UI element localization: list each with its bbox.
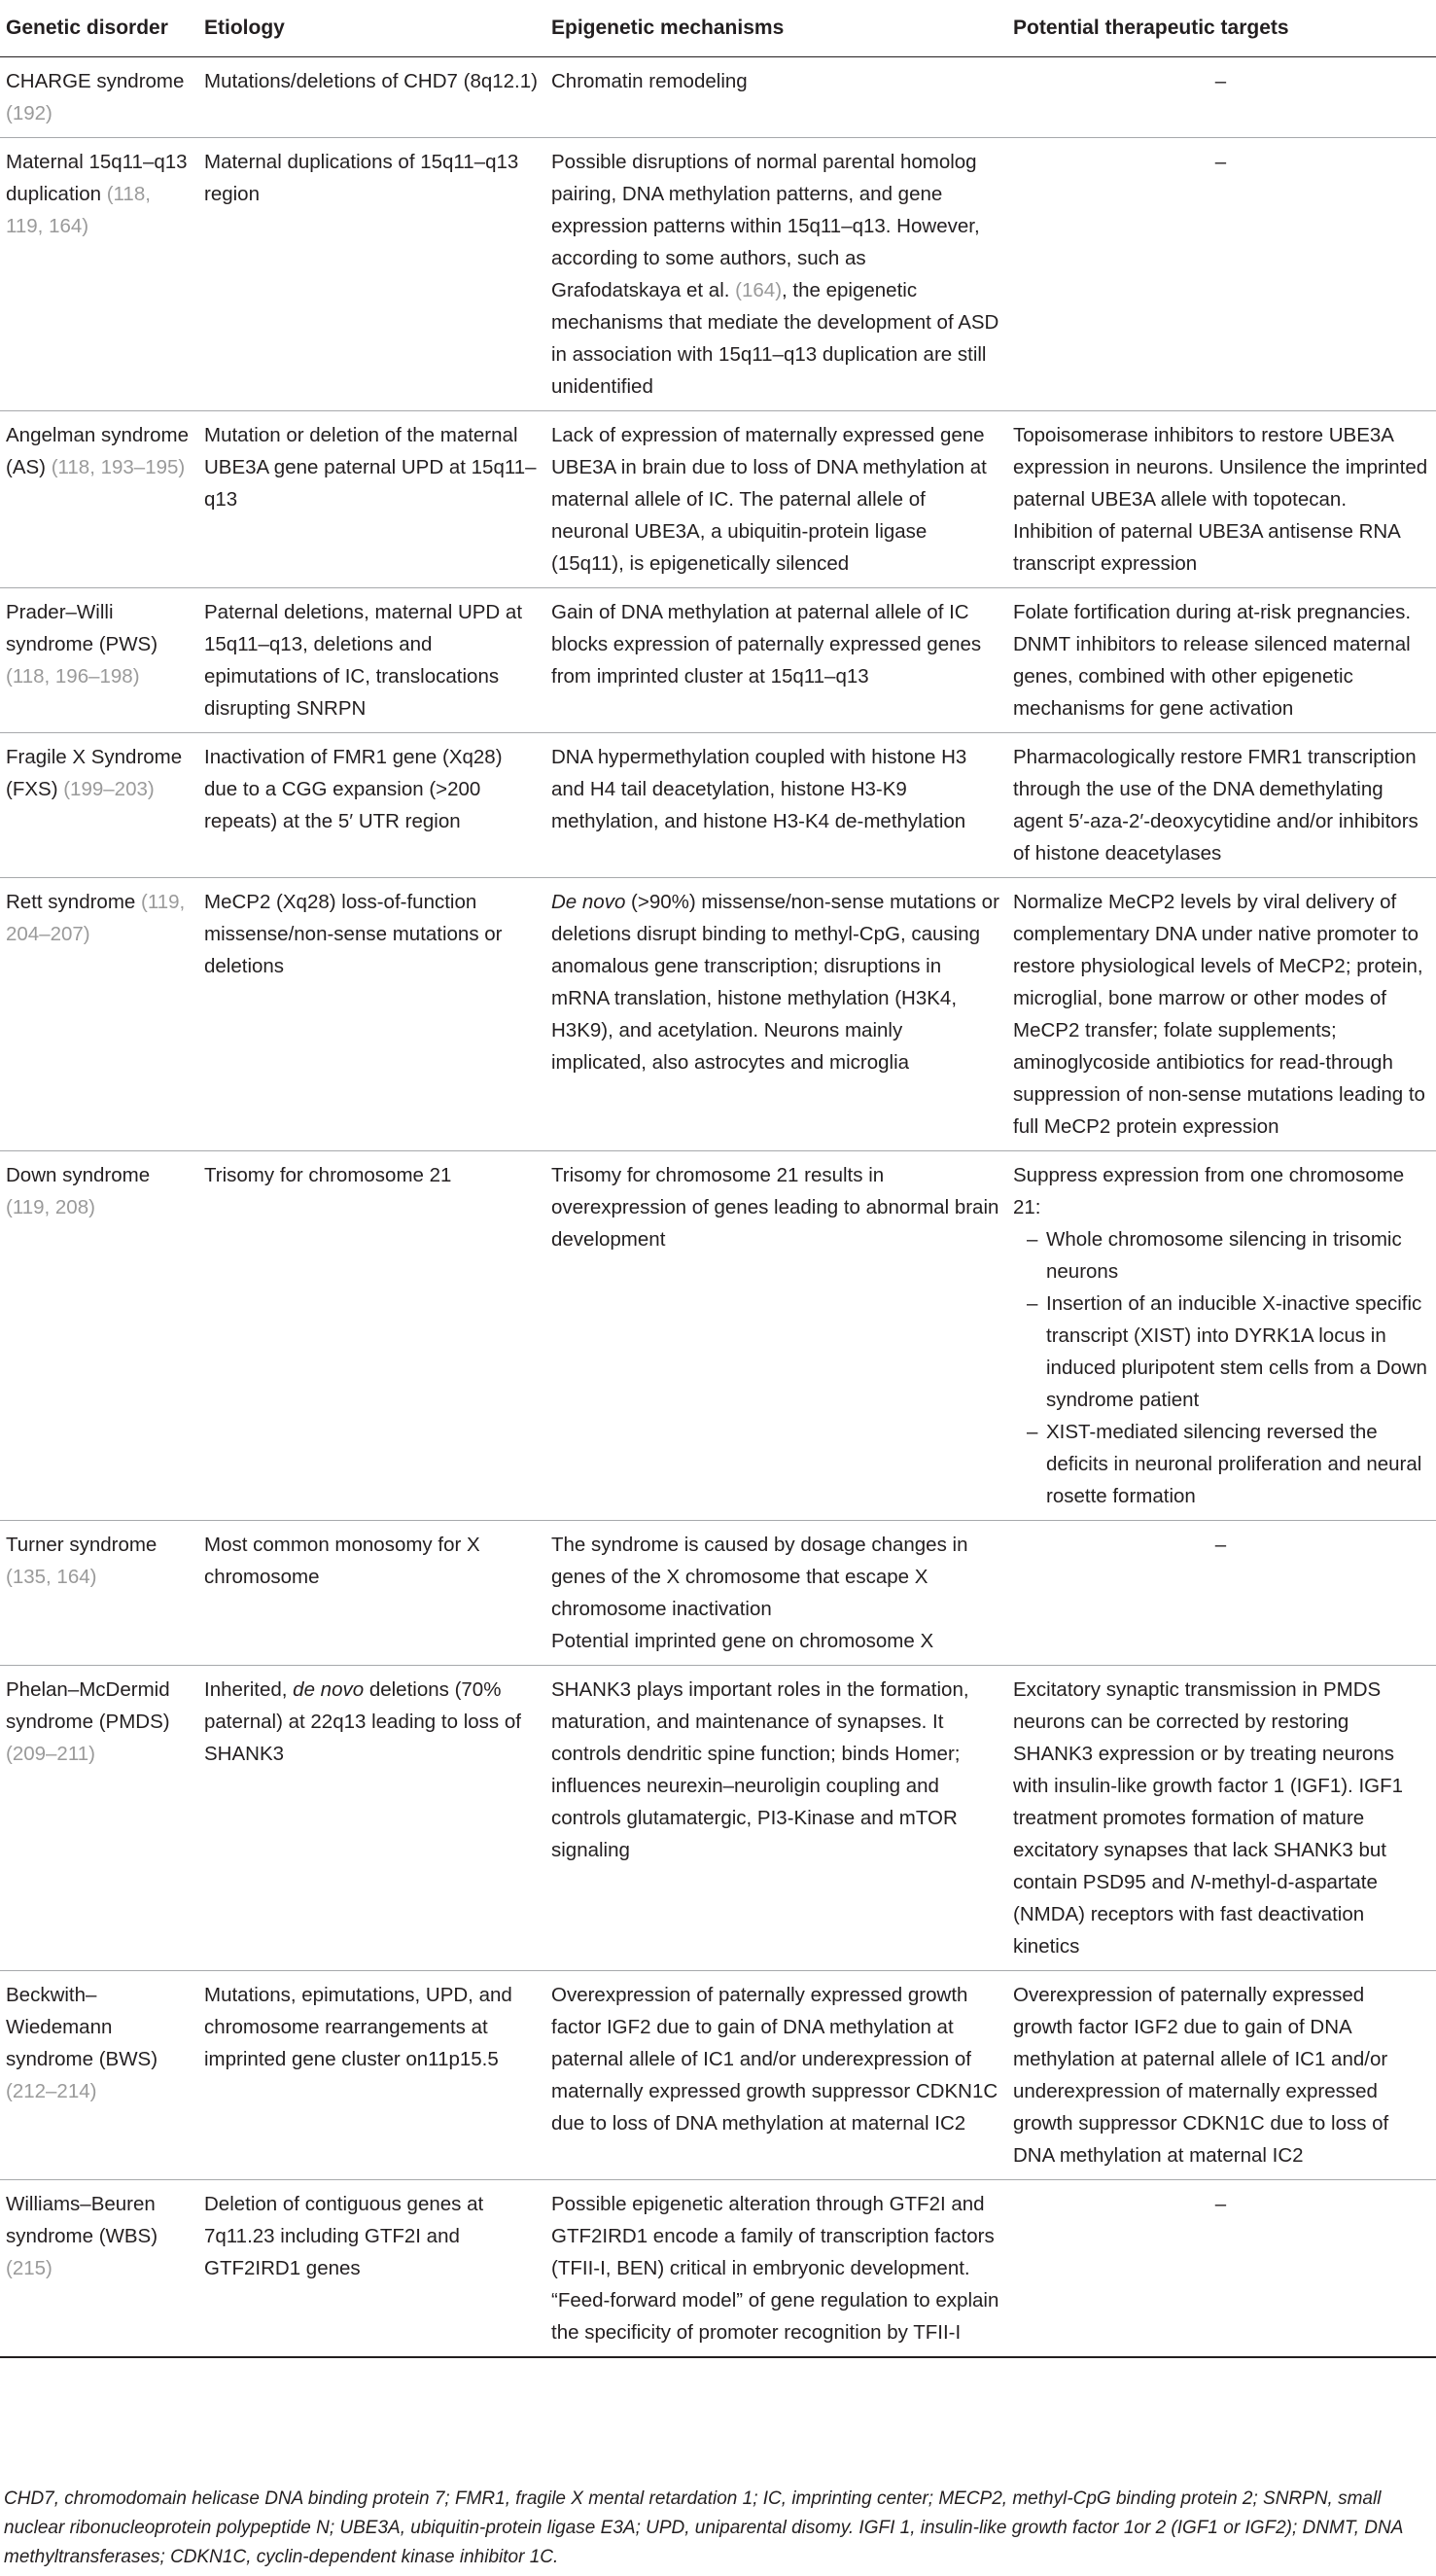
mechanisms-cell: The syndrome is caused by dosage changes in genes of the X chromosome that escape X chromosome inactivation Potential imprinted gene on chromosome X [545,1521,1007,1666]
targets-cell: – [1007,1521,1436,1666]
table-header-row [0,0,1436,57]
etiology-cell: Mutation or deletion of the maternal UBE3A gene paternal UPD at 15q11–q13 [198,411,545,588]
reference: (199–203) [63,778,155,800]
etiology-cell: Trisomy for chromosome 21 [198,1151,545,1521]
etiology-cell: Mutations/deletions of CHD7 (8q12.1) [198,57,545,138]
targets-cell: Pharmacologically restore FMR1 transcription through the use of the DNA demethylating agent 5′-aza-2′-deoxycytidine and/or inhibitors of histone deacetylases [1007,733,1436,878]
table-row [0,57,1436,138]
disorder-cell: Fragile X Syndrome (FXS) (199–203) [0,733,198,878]
etiology-cell: Inactivation of FMR1 gene (Xq28) due to a CGG expansion (>200 repeats) at the 5′ UTR region [198,733,545,878]
reference: (212–214) [6,2080,97,2102]
targets-list [1013,1223,1428,1512]
reference: (192) [6,102,53,124]
etiology-cell: Mutations, epimutations, UPD, and chromosome rearrangements at imprinted gene cluster on11p15.5 [198,1971,545,2180]
targets-cell: – [1007,57,1436,138]
mechanisms-cell: SHANK3 plays important roles in the formation, maturation, and maintenance of synapses. It controls dendritic spine function; binds Homer; influences neurexin–neuroligin coupling and controls glutamatergic, PI3-Kinase and mTOR signaling [545,1666,1007,1971]
mechanisms-cell: Gain of DNA methylation at paternal allele of IC blocks expression of paternally expressed genes from imprinted cluster at 15q11–q13 [545,588,1007,733]
targets-cell: Folate fortification during at-risk pregnancies. DNMT inhibitors to release silenced maternal genes, combined with other epigenetic mechanisms for gene activation [1007,588,1436,733]
table-row [0,1151,1436,1521]
targets-cell: – [1007,2180,1436,2358]
mechanisms-cell: DNA hypermethylation coupled with histone H3 and H4 tail deacetylation, histone H3-K9 methylation, and histone H3-K4 de-methylation [545,733,1007,878]
reference: (119, 208) [6,1196,95,1218]
reference: (118, 193–195) [51,456,186,478]
reference: (118, 119, 164) [6,183,151,237]
disorder-cell: Angelman syndrome (AS) (118, 193–195) [0,411,198,588]
targets-cell: Normalize MeCP2 levels by viral delivery of complementary DNA under native promoter to restore physiological levels of MeCP2; protein, microglial, bone marrow or other modes of MeCP2 transfer; folate supplements; aminoglycoside antibiotics for read-through suppression of non-sense mutations leading to full MeCP2 protein expression [1007,878,1436,1151]
table-row [0,1521,1436,1666]
table-row [0,733,1436,878]
targets-cell: – [1007,138,1436,411]
table-row [0,1971,1436,2180]
disorder-cell: Rett syndrome (119, 204–207) [0,878,198,1151]
disorder-cell: Prader–Willi syndrome (PWS) (118, 196–198) [0,588,198,733]
reference: (209–211) [6,1743,95,1765]
table-footnote: CHD7, chromodomain helicase DNA binding protein 7; FMR1, fragile X mental retardation 1; IC, imprinting center; MECP2, methyl-CpG binding protein 2; SNRPN, small nuclear ribonucleoprotein polypeptide N; UBE3A, ubiquitin-protein ligase E3A; UPD, uniparental disomy. IGFI 1, insulin-like growth factor 1or 2 (IGF1 or IGF2); DNMT, DNA methyltransferases; CDKN1C, cyclin-dependent kinase inhibitor 1C. [4,2488,1403,2567]
targets-cell: Overexpression of paternally expressed growth factor IGF2 due to gain of DNA methylation at paternal allele of IC1 and/or underexpression of maternally expressed growth suppressor CDKN1C due to loss of DNA methylation at maternal IC2 [1007,1971,1436,2180]
header-epigenetic-mechanisms: Epigenetic mechanisms [545,0,1007,57]
disorder-cell: Williams–Beuren syndrome (WBS) (215) [0,2180,198,2358]
mechanisms-cell: Possible disruptions of normal parental homolog pairing, DNA methylation patterns, and gene expression patterns within 15q11–q13. However, according to some authors, such as Grafodatskaya et al. (164), the epigenetic mechanisms that mediate the development of ASD in association with 15q11–q13 duplication are still unidentified [545,138,1007,411]
etiology-cell: Deletion of contiguous genes at 7q11.23 including GTF2I and GTF2IRD1 genes [198,2180,545,2358]
etiology-cell: Inherited, de novo deletions (70% paternal) at 22q13 leading to loss of SHANK3 [198,1666,545,1971]
etiology-cell: MeCP2 (Xq28) loss-of-function missense/non-sense mutations or deletions [198,878,545,1151]
list-item: – Whole chromosome silencing in trisomic neurons [1027,1223,1428,1288]
header-genetic-disorder: Genetic disorder [0,0,198,57]
disorder-cell: Beckwith–Wiedemann syndrome (BWS) (212–214) [0,1971,198,2180]
disorder-cell: Turner syndrome (135, 164) [0,1521,198,1666]
table-row [0,588,1436,733]
etiology-cell: Most common monosomy for X chromosome [198,1521,545,1666]
targets-cell: Suppress expression from one chromosome 21: – Whole chromosome silencing in trisomic neurons – Insertion of an inducible X-inactive specific transcript (XIST) into DYRK1A locus in induced pluripotent stem cells from a Down syndrome patient – XIST-mediated silencing reversed the deficits in neuronal proliferation and neural rosette formation [1007,1151,1436,1521]
list-item: – Insertion of an inducible X-inactive specific transcript (XIST) into DYRK1A locus in induced pluripotent stem cells from a Down syndrome patient [1027,1288,1428,1416]
reference: (215) [6,2257,53,2279]
etiology-cell: Maternal duplications of 15q11–q13 region [198,138,545,411]
reference: (164) [735,279,783,301]
mechanisms-cell: Chromatin remodeling [545,57,1007,138]
list-item: – XIST-mediated silencing reversed the deficits in neuronal proliferation and neural rosette formation [1027,1416,1428,1512]
header-therapeutic-targets: Potential therapeutic targets [1007,0,1436,57]
reference: (135, 164) [6,1566,97,1588]
disorder-cell: CHARGE syndrome (192) [0,57,198,138]
mechanisms-cell: Overexpression of paternally expressed growth factor IGF2 due to gain of DNA methylation at paternal allele of IC1 and/or underexpression of maternally expressed growth suppressor CDKN1C due to loss of DNA methylation at maternal IC2 [545,1971,1007,2180]
mechanisms-cell: Lack of expression of maternally expressed gene UBE3A in brain due to loss of DNA methylation at maternal allele of IC. The paternal allele of neuronal UBE3A, a ubiquitin-protein ligase (15q11), is epigenetically silenced [545,411,1007,588]
etiology-cell: Paternal deletions, maternal UPD at 15q11–q13, deletions and epimutations of IC, translocations disrupting SNRPN [198,588,545,733]
mechanisms-cell: Possible epigenetic alteration through GTF2I and GTF2IRD1 encode a family of transcription factors (TFII-I, BEN) critical in embryonic development. “Feed-forward model” of gene regulation to explain the specificity of promoter recognition by TFII-I [545,2180,1007,2358]
table-row [0,1666,1436,1971]
table-row [0,2180,1436,2358]
reference: (118, 196–198) [6,665,140,688]
disorder-cell: Phelan–McDermid syndrome (PMDS) (209–211) [0,1666,198,1971]
targets-cell: Topoisomerase inhibitors to restore UBE3A expression in neurons. Unsilence the imprinted paternal UBE3A allele with topotecan. Inhibition of paternal UBE3A antisense RNA transcript expression [1007,411,1436,588]
disorder-cell: Maternal 15q11–q13 duplication (118, 119, 164) [0,138,198,411]
table-row [0,878,1436,1151]
mechanisms-cell: Trisomy for chromosome 21 results in overexpression of genes leading to abnormal brain development [545,1151,1007,1521]
disorder-cell: Down syndrome (119, 208) [0,1151,198,1521]
table-row [0,138,1436,411]
reference: (119, 204–207) [6,891,186,945]
targets-cell: Excitatory synaptic transmission in PMDS neurons can be corrected by restoring SHANK3 expression or by treating neurons with insulin-like growth factor 1 (IGF1). IGF1 treatment promotes formation of mature excitatory synapses that lack SHANK3 but contain PSD95 and N-methyl-d-aspartate (NMDA) receptors with fast deactivation kinetics [1007,1666,1436,1971]
table-row [0,411,1436,588]
mechanisms-cell: De novo (>90%) missense/non-sense mutations or deletions disrupt binding to methyl-CpG, causing anomalous gene transcription; disruptions in mRNA translation, histone methylation (H3K4, H3K9), and acetylation. Neurons mainly implicated, also astrocytes and microglia [545,878,1007,1151]
header-etiology: Etiology [198,0,545,57]
